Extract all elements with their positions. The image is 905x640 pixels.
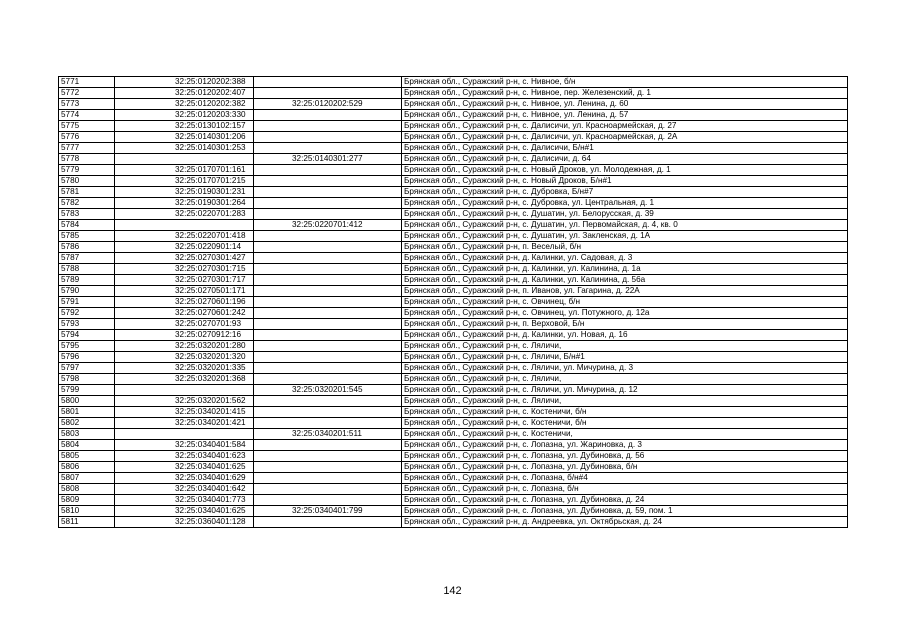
cadastral-number-cell: 32:25:0340401:584 (115, 440, 254, 451)
address-cell: Брянская обл., Суражский р-н, с. Костеничи, б/н (402, 418, 848, 429)
table-row (59, 506, 848, 517)
cadastral-number-cell: 32:25:0340401:625 (115, 506, 254, 517)
row-number-cell: 5785 (59, 231, 115, 242)
table-row (59, 132, 848, 143)
row-number-cell: 5805 (59, 451, 115, 462)
row-number-cell: 5811 (59, 517, 115, 528)
row-number-cell: 5776 (59, 132, 115, 143)
address-cell: Брянская обл., Суражский р-н, п. Иванов, ул. Гагарина, д. 22А (402, 286, 848, 297)
row-number-cell: 5779 (59, 165, 115, 176)
table-row (59, 352, 848, 363)
address-cell: Брянская обл., Суражский р-н, с. Нивное, пер. Железенский, д. 1 (402, 88, 848, 99)
address-cell: Брянская обл., Суражский р-н, с. Нивное, ул. Ленина, д. 60 (402, 99, 848, 110)
address-cell: Брянская обл., Суражский р-н, с. Душатин, ул. Первомайская, д. 4, кв. 0 (402, 220, 848, 231)
cadastral-number-cell: 32:25:0130102:157 (115, 121, 254, 132)
table-row (59, 154, 848, 165)
row-number-cell: 5772 (59, 88, 115, 99)
address-cell: Брянская обл., Суражский р-н, д. Калинки, ул. Калинина, д. 1а (402, 264, 848, 275)
related-cadastral-number-cell (254, 132, 402, 143)
address-cell: Брянская обл., Суражский р-н, с. Ляличи, ул. Мичурина, д. 3 (402, 363, 848, 374)
related-cadastral-number-cell (254, 330, 402, 341)
related-cadastral-number-cell: 32:25:0320201:545 (254, 385, 402, 396)
table-row (59, 374, 848, 385)
table-row (59, 286, 848, 297)
row-number-cell: 5778 (59, 154, 115, 165)
table-row (59, 308, 848, 319)
table-row (59, 209, 848, 220)
related-cadastral-number-cell (254, 198, 402, 209)
address-cell: Брянская обл., Суражский р-н, с. Далисичи, ул. Красноармейская, д. 27 (402, 121, 848, 132)
address-cell: Брянская обл., Суражский р-н, с. Ляличи, (402, 396, 848, 407)
cadastral-number-cell: 32:25:0220701:283 (115, 209, 254, 220)
table-row (59, 143, 848, 154)
cadastral-number-cell: 32:25:0320201:368 (115, 374, 254, 385)
address-cell: Брянская обл., Суражский р-н, с. Лопазна, ул. Дубиновка, д. 24 (402, 495, 848, 506)
related-cadastral-number-cell (254, 165, 402, 176)
address-cell: Брянская обл., Суражский р-н, с. Лопазна, б/н (402, 484, 848, 495)
row-number-cell: 5800 (59, 396, 115, 407)
address-cell: Брянская обл., Суражский р-н, с. Ляличи, (402, 341, 848, 352)
table-row (59, 451, 848, 462)
row-number-cell: 5809 (59, 495, 115, 506)
address-cell: Брянская обл., Суражский р-н, с. Дубровка, Б/н#7 (402, 187, 848, 198)
related-cadastral-number-cell (254, 341, 402, 352)
related-cadastral-number-cell (254, 176, 402, 187)
related-cadastral-number-cell (254, 473, 402, 484)
cadastral-number-cell: 32:25:0270701:93 (115, 319, 254, 330)
address-cell: Брянская обл., Суражский р-н, с. Дубровка, ул. Центральная, д. 1 (402, 198, 848, 209)
table-row (59, 407, 848, 418)
row-number-cell: 5806 (59, 462, 115, 473)
address-cell: Брянская обл., Суражский р-н, с. Лопазна, ул. Жариновка, д. 3 (402, 440, 848, 451)
address-cell: Брянская обл., Суражский р-н, с. Нивное, ул. Ленина, д. 57 (402, 110, 848, 121)
table-row (59, 429, 848, 440)
address-cell: Брянская обл., Суражский р-н, с. Далисичи, Б/н#1 (402, 143, 848, 154)
related-cadastral-number-cell (254, 77, 402, 88)
address-cell: Брянская обл., Суражский р-н, д. Калинки, ул. Калинина, д. 56а (402, 275, 848, 286)
table-row (59, 88, 848, 99)
table-row (59, 319, 848, 330)
related-cadastral-number-cell (254, 319, 402, 330)
address-cell: Брянская обл., Суражский р-н, с. Нивное, б/н (402, 77, 848, 88)
cadastral-number-cell: 32:25:0340401:773 (115, 495, 254, 506)
cadastral-number-cell: 32:25:0120202:382 (115, 99, 254, 110)
row-number-cell: 5807 (59, 473, 115, 484)
cadastral-number-cell: 32:25:0170701:215 (115, 176, 254, 187)
address-cell: Брянская обл., Суражский р-н, п. Верховой, Б/н (402, 319, 848, 330)
cadastral-number-cell: 32:25:0220701:418 (115, 231, 254, 242)
table-row (59, 198, 848, 209)
cadastral-number-cell: 32:25:0270601:196 (115, 297, 254, 308)
table-row (59, 253, 848, 264)
related-cadastral-number-cell (254, 418, 402, 429)
row-number-cell: 5773 (59, 99, 115, 110)
address-cell: Брянская обл., Суражский р-н, с. Душатин, ул. Белорусская, д. 39 (402, 209, 848, 220)
table-row (59, 187, 848, 198)
related-cadastral-number-cell: 32:25:0120202:529 (254, 99, 402, 110)
row-number-cell: 5782 (59, 198, 115, 209)
table-row (59, 341, 848, 352)
related-cadastral-number-cell: 32:25:0340201:511 (254, 429, 402, 440)
related-cadastral-number-cell (254, 110, 402, 121)
row-number-cell: 5790 (59, 286, 115, 297)
row-number-cell: 5781 (59, 187, 115, 198)
table-row (59, 517, 848, 528)
row-number-cell: 5789 (59, 275, 115, 286)
address-cell: Брянская обл., Суражский р-н, с. Ляличи, Б/н#1 (402, 352, 848, 363)
row-number-cell: 5801 (59, 407, 115, 418)
address-cell: Брянская обл., Суражский р-н, с. Ляличи, ул. Мичурина, д. 12 (402, 385, 848, 396)
cadastral-number-cell: 32:25:0270912:16 (115, 330, 254, 341)
row-number-cell: 5808 (59, 484, 115, 495)
address-cell: Брянская обл., Суражский р-н, с. Костеничи, (402, 429, 848, 440)
related-cadastral-number-cell (254, 451, 402, 462)
table-row (59, 165, 848, 176)
related-cadastral-number-cell (254, 88, 402, 99)
row-number-cell: 5792 (59, 308, 115, 319)
row-number-cell: 5775 (59, 121, 115, 132)
cadastral-number-cell: 32:25:0270301:427 (115, 253, 254, 264)
cadastral-number-cell: 32:25:0120203:330 (115, 110, 254, 121)
related-cadastral-number-cell (254, 484, 402, 495)
cadastral-number-cell: 32:25:0340401:623 (115, 451, 254, 462)
row-number-cell: 5788 (59, 264, 115, 275)
row-number-cell: 5784 (59, 220, 115, 231)
related-cadastral-number-cell (254, 264, 402, 275)
table-row (59, 462, 848, 473)
related-cadastral-number-cell (254, 253, 402, 264)
address-cell: Брянская обл., Суражский р-н, с. Лопазна, ул. Дубиновка, д. 59, пом. 1 (402, 506, 848, 517)
address-cell: Брянская обл., Суражский р-н, с. Овчинец, б/н (402, 297, 848, 308)
row-number-cell: 5774 (59, 110, 115, 121)
cadastral-number-cell: 32:25:0270601:242 (115, 308, 254, 319)
related-cadastral-number-cell (254, 297, 402, 308)
row-number-cell: 5795 (59, 341, 115, 352)
related-cadastral-number-cell: 32:25:0220701:412 (254, 220, 402, 231)
row-number-cell: 5796 (59, 352, 115, 363)
related-cadastral-number-cell (254, 209, 402, 220)
cadastral-number-cell: 32:25:0340401:642 (115, 484, 254, 495)
row-number-cell: 5810 (59, 506, 115, 517)
cadastral-number-cell: 32:25:0270501:171 (115, 286, 254, 297)
related-cadastral-number-cell (254, 363, 402, 374)
table-row (59, 176, 848, 187)
related-cadastral-number-cell (254, 517, 402, 528)
address-cell: Брянская обл., Суражский р-н, с. Ляличи, (402, 374, 848, 385)
table-row (59, 440, 848, 451)
cadastral-number-cell: 32:25:0190301:264 (115, 198, 254, 209)
table-row (59, 99, 848, 110)
related-cadastral-number-cell (254, 275, 402, 286)
address-cell: Брянская обл., Суражский р-н, с. Далисичи, ул. Красноармейская, д. 2А (402, 132, 848, 143)
address-cell: Брянская обл., Суражский р-н, д. Калинки, ул. Садовая, д. 3 (402, 253, 848, 264)
address-cell: Брянская обл., Суражский р-н, с. Лопазна, б/н#4 (402, 473, 848, 484)
registry-table (58, 76, 848, 528)
row-number-cell: 5777 (59, 143, 115, 154)
related-cadastral-number-cell (254, 187, 402, 198)
row-number-cell: 5794 (59, 330, 115, 341)
cadastral-number-cell: 32:25:0340401:625 (115, 462, 254, 473)
row-number-cell: 5771 (59, 77, 115, 88)
row-number-cell: 5787 (59, 253, 115, 264)
row-number-cell: 5783 (59, 209, 115, 220)
cadastral-number-cell: 32:25:0320201:562 (115, 396, 254, 407)
related-cadastral-number-cell (254, 352, 402, 363)
cadastral-number-cell: 32:25:0220901:14 (115, 242, 254, 253)
related-cadastral-number-cell (254, 462, 402, 473)
cadastral-number-cell: 32:25:0360401:128 (115, 517, 254, 528)
table-row (59, 297, 848, 308)
address-cell: Брянская обл., Суражский р-н, с. Овчинец, ул. Потужного, д. 12а (402, 308, 848, 319)
cadastral-number-cell: 32:25:0270301:715 (115, 264, 254, 275)
table-row (59, 231, 848, 242)
cadastral-number-cell: 32:25:0270301:717 (115, 275, 254, 286)
row-number-cell: 5799 (59, 385, 115, 396)
table-row (59, 473, 848, 484)
row-number-cell: 5780 (59, 176, 115, 187)
cadastral-number-cell: 32:25:0320201:280 (115, 341, 254, 352)
related-cadastral-number-cell (254, 308, 402, 319)
table-row (59, 275, 848, 286)
address-cell: Брянская обл., Суражский р-н, с. Далисичи, д. 64 (402, 154, 848, 165)
table-row (59, 242, 848, 253)
cadastral-number-cell: 32:25:0340401:629 (115, 473, 254, 484)
related-cadastral-number-cell (254, 374, 402, 385)
row-number-cell: 5791 (59, 297, 115, 308)
related-cadastral-number-cell (254, 440, 402, 451)
table-row (59, 110, 848, 121)
related-cadastral-number-cell (254, 407, 402, 418)
table-row (59, 363, 848, 374)
address-cell: Брянская обл., Суражский р-н, с. Новый Дроков, ул. Молодежная, д. 1 (402, 165, 848, 176)
row-number-cell: 5797 (59, 363, 115, 374)
table-row (59, 418, 848, 429)
address-cell: Брянская обл., Суражский р-н, п. Веселый, б/н (402, 242, 848, 253)
related-cadastral-number-cell (254, 495, 402, 506)
related-cadastral-number-cell (254, 231, 402, 242)
cadastral-number-cell: 32:25:0170701:161 (115, 165, 254, 176)
address-cell: Брянская обл., Суражский р-н, с. Душатин, ул. Закленская, д. 1А (402, 231, 848, 242)
row-number-cell: 5803 (59, 429, 115, 440)
table-row (59, 330, 848, 341)
cadastral-number-cell (115, 385, 254, 396)
cadastral-number-cell: 32:25:0320201:320 (115, 352, 254, 363)
table-row (59, 264, 848, 275)
table-row (59, 77, 848, 88)
related-cadastral-number-cell: 32:25:0340401:799 (254, 506, 402, 517)
address-cell: Брянская обл., Суражский р-н, д. Калинки, ул. Новая, д. 16 (402, 330, 848, 341)
row-number-cell: 5793 (59, 319, 115, 330)
row-number-cell: 5804 (59, 440, 115, 451)
cadastral-number-cell: 32:25:0120202:388 (115, 77, 254, 88)
address-cell: Брянская обл., Суражский р-н, с. Лопазна, ул. Дубиновка, д. 56 (402, 451, 848, 462)
cadastral-number-cell (115, 154, 254, 165)
table-row (59, 484, 848, 495)
cadastral-number-cell: 32:25:0320201:335 (115, 363, 254, 374)
cadastral-number-cell: 32:25:0340201:421 (115, 418, 254, 429)
page-number: 142 (443, 585, 462, 597)
cadastral-number-cell (115, 429, 254, 440)
table-row (59, 495, 848, 506)
row-number-cell: 5802 (59, 418, 115, 429)
related-cadastral-number-cell (254, 242, 402, 253)
table-row (59, 220, 848, 231)
table-row (59, 121, 848, 132)
address-cell: Брянская обл., Суражский р-н, д. Андреевка, ул. Октябрьская, д. 24 (402, 517, 848, 528)
cadastral-number-cell: 32:25:0120202:407 (115, 88, 254, 99)
address-cell: Брянская обл., Суражский р-н, с. Костеничи, б/н (402, 407, 848, 418)
related-cadastral-number-cell (254, 396, 402, 407)
cadastral-number-cell (115, 220, 254, 231)
address-cell: Брянская обл., Суражский р-н, с. Лопазна, ул. Дубиновка, б/н (402, 462, 848, 473)
related-cadastral-number-cell: 32:25:0140301:277 (254, 154, 402, 165)
cadastral-number-cell: 32:25:0190301:231 (115, 187, 254, 198)
table-row (59, 396, 848, 407)
related-cadastral-number-cell (254, 121, 402, 132)
registry-table-body (59, 77, 848, 528)
address-cell: Брянская обл., Суражский р-н, с. Новый Дроков, Б/н#1 (402, 176, 848, 187)
row-number-cell: 5798 (59, 374, 115, 385)
table-row (59, 385, 848, 396)
row-number-cell: 5786 (59, 242, 115, 253)
related-cadastral-number-cell (254, 286, 402, 297)
cadastral-number-cell: 32:25:0140301:206 (115, 132, 254, 143)
related-cadastral-number-cell (254, 143, 402, 154)
cadastral-number-cell: 32:25:0140301:253 (115, 143, 254, 154)
cadastral-number-cell: 32:25:0340201:415 (115, 407, 254, 418)
